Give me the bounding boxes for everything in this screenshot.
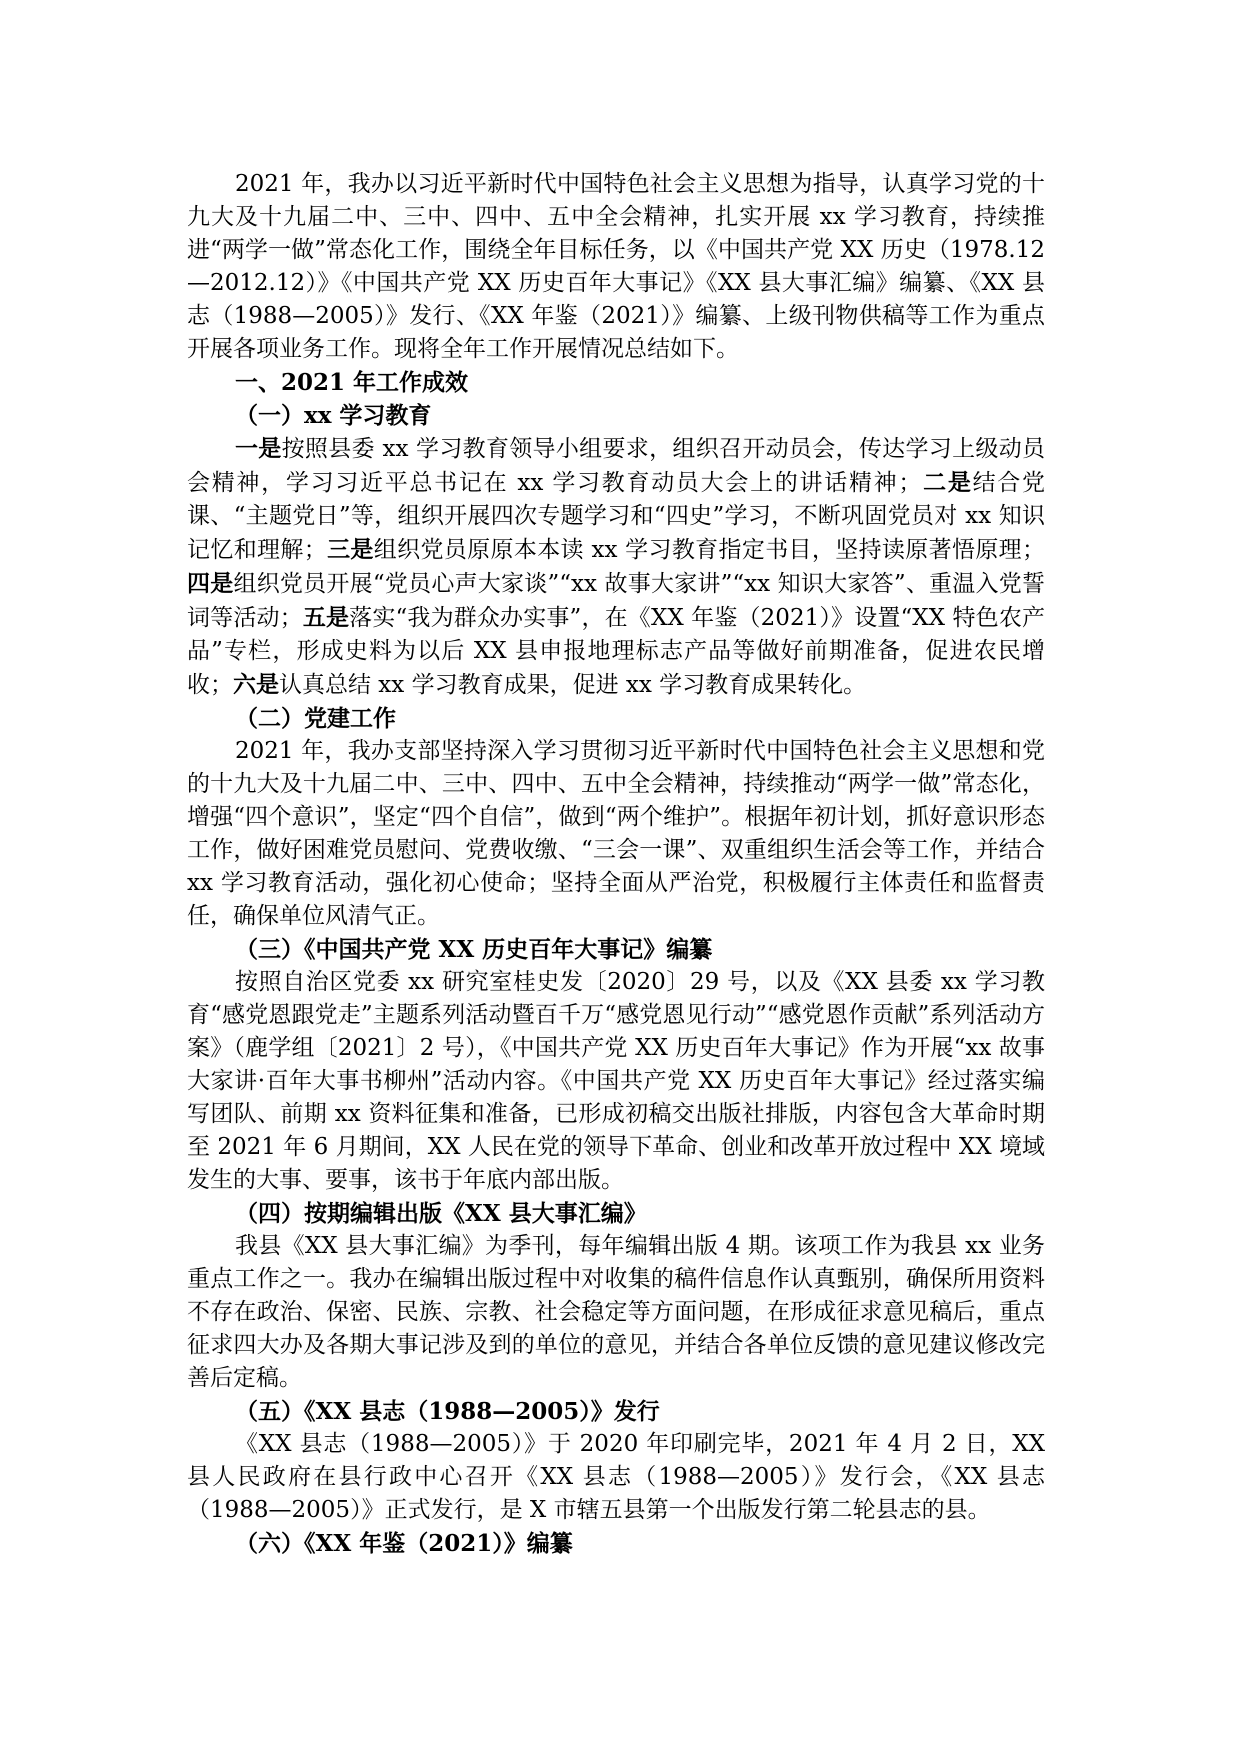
section-heading	[187, 1197, 1045, 1230]
section-heading	[187, 702, 1045, 735]
text-run: 落实“我为群众办实事”，在《XX 年鉴（2021）》设置“XX 特色农产品”专栏，形成史料为以后 XX 县申报地理标志产品等做好前期准备，促进农民增收；	[187, 605, 1045, 698]
bold-text-run: （二）党建工作	[235, 705, 396, 732]
text-run: 2021 年，我办以习近平新时代中国特色社会主义思想为指导，认真学习党的十九大及十九届二中、三中、四中、五中全会精神，扎实开展 xx 学习教育，持续推进“两学一做”常态化工作，围绕全年目标任务，以《中国共产党 XX 历史（1978.12—2012.12）》《中国共产党 XX 历史百年大事记》《XX 县大事汇编》编纂、《XX 县志（1988—2005）》发行、《XX 年鉴（2021）》编纂、上级刊物供稿等工作为重点开展各项业务工作。现将全年工作开展情况总结如下。	[187, 171, 1045, 362]
bold-text-run: 六是	[233, 671, 279, 698]
text-run: 认真总结 xx 学习教育成果，促进 xx 学习教育成果转化。	[279, 672, 867, 698]
text-run: 《XX 县志（1988—2005）》于 2020 年印刷完毕，2021 年 4 月 2 日，XX 县人民政府在县行政中心召开《XX 县志（1988—2005）》发行会，《XX 县志（1988—2005）》正式发行，是 X 市辖五县第一个出版发行第二轮县志的县。	[187, 1431, 1045, 1523]
paragraph	[187, 168, 1045, 366]
bold-text-run: （六）《XX 年鉴（2021）》编纂	[235, 1530, 573, 1557]
paragraph	[187, 735, 1045, 933]
bold-text-run: （五）《XX 县志（1988—2005）》发行	[235, 1398, 660, 1425]
bold-text-run: 三是	[326, 536, 374, 563]
section-heading	[187, 1527, 1045, 1560]
paragraph	[187, 966, 1045, 1197]
bold-text-run: 二是	[921, 469, 973, 496]
bold-text-run: 五是	[302, 604, 350, 631]
section-heading	[187, 366, 1045, 399]
bold-text-run: 四是	[187, 570, 234, 597]
document-body	[187, 168, 1045, 1560]
bold-text-run: （四）按期编辑出版《XX 县大事汇编》	[235, 1200, 647, 1227]
section-heading	[187, 1395, 1045, 1428]
paragraph	[187, 1230, 1045, 1395]
text-run: 组织党员原原本本读 xx 学习教育指定书目，坚持读原著悟原理；	[373, 537, 1046, 563]
text-run: 组织党员开展“党员心声大家谈”“xx 故事大家讲”“xx 知识大家答”、重温入党誓词等活动；	[187, 571, 1045, 631]
section-heading	[187, 933, 1045, 966]
bold-text-run: （一）xx 学习教育	[235, 402, 432, 429]
text-run: 按照县委 xx 学习教育领导小组要求，组织召开动员会，传达学习上级动员会精神，学习习近平总书记在 xx 学习教育动员大会上的讲话精神；	[187, 436, 1045, 496]
paragraph	[187, 432, 1045, 702]
text-run: 按照自治区党委 xx 研究室桂史发〔2020〕29 号，以及《XX 县委 xx 学习教育“感党恩跟党走”主题系列活动暨百千万“感党恩见行动”“感党恩作贡献”系列活动方案》（鹿学组〔2021〕2 号），《中国共产党 XX 历史百年大事记》作为开展“xx 故事大家讲·百年大事书柳州”活动内容。《中国共产党 XX 历史百年大事记》经过落实编写团队、前期 xx 资料征集和准备，已形成初稿交出版社排版，内容包含大革命时期至 2021 年 6 月期间，XX 人民在党的领导下革命、创业和改革开放过程中 XX 境域发生的大事、要事，该书于年底内部出版。	[187, 969, 1045, 1193]
paragraph	[187, 1428, 1045, 1527]
text-run: 我县《XX 县大事汇编》为季刊，每年编辑出版 4 期。该项工作为我县 xx 业务重点工作之一。我办在编辑出版过程中对收集的稿件信息作认真甄别，确保所用资料不存在政治、保密、民族、宗教、社会稳定等方面问题，在形成征求意见稿后，重点征求四大办及各期大事记涉及到的单位的意见，并结合各单位反馈的意见建议修改完善后定稿。	[187, 1233, 1045, 1391]
bold-text-run: （三）《中国共产党 XX 历史百年大事记》编纂	[235, 936, 713, 963]
section-heading	[187, 399, 1045, 432]
text-run: 结合党课、“主题党日”等，组织开展四次专题学习和“四史”学习，不断巩固党员对 xx 知识记忆和理解；	[187, 470, 1045, 563]
bold-text-run: 一是	[235, 435, 282, 462]
bold-text-run: 一、2021 年工作成效	[235, 369, 469, 396]
text-run: 2021 年，我办支部坚持深入学习贯彻习近平新时代中国特色社会主义思想和党的十九大及十九届二中、三中、四中、五中全会精神，持续推动“两学一做”常态化，增强“四个意识”，坚定“四个自信”，做到“两个维护”。根据年初计划，抓好意识形态工作，做好困难党员慰问、党费收缴、“三会一课”、双重组织生活会等工作，并结合 xx 学习教育活动，强化初心使命；坚持全面从严治党，积极履行主体责任和监督责任，确保单位风清气正。	[187, 738, 1045, 929]
